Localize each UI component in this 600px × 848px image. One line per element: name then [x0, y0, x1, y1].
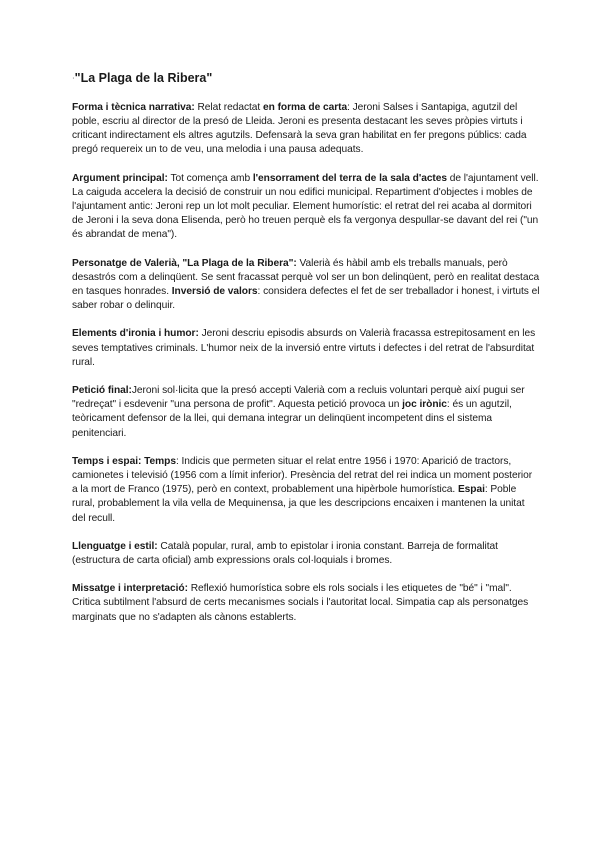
section-part: Elements d'ironia i humor:: [72, 328, 199, 340]
section-forma: [72, 101, 540, 158]
section-part: Temps: [144, 455, 176, 467]
document-title: [72, 70, 540, 87]
section-part: Jeroni descriu episodis absurds on Valerià fracassa estrepitosament en les seves temptatives criminals. L'humor neix de la inversió entre virtuts i defectes i del retrat de l'absurditat rural.: [72, 328, 536, 368]
section-part: l'ensorrament del terra de la sala d'actes: [252, 172, 448, 184]
section-part: : Jeroni Salses i Santapiga, agutzil del poble, escriu al director de la presó de Lleida. Jeroni es presenta destacant les seves pròpies virtuts i criticant indirectament els altres agutzils. Defensarà la seva gran habilitat en fer pregons públics: cada pregó requereix un to de veu, una melodia i una pausa adequats.: [72, 101, 527, 156]
title-bullet: ·: [72, 73, 75, 83]
section-part: Reflexió humorística sobre els rols socials i les etiquetes de "bé" i "mal". Critica subtilment l'absurd de certs mecanismes socials i l'autoritat local. Simpatia cap als personatges marginats que no s'adapten als cànons establerts.: [72, 583, 529, 623]
section-part: Jeroni sol·licita que la presó accepti Valerià com a recluis voluntari perquè així pugui ser "redreçat" i esdevenir "una persona de profit". Aquesta petició provoca un: [72, 384, 525, 411]
section-personatge: [72, 257, 540, 314]
title-text: "La Plaga de la Ribera": [74, 71, 213, 85]
section-part: Temps i espai:: [72, 455, 142, 467]
section-part: : és un agutzil, teòricament defensor de la llei, qui demana integrar un delinqüent incompetent dins el sistema penitenciari.: [72, 399, 512, 439]
section-part: de l'ajuntament vell. La caiguda accelera la decisió de construir un nou edifici municipal. Repartiment d'objectes i mobles de l'ajuntament antic: Jeroni rep un lot molt peculiar. Element humorístic: el retrat del rei acaba al dormitori de Jeroni i la seva dona Elisenda, però ho treuen perquè els fa vergonya despullar-se davant del rei ("un és abrandat de mena").: [72, 172, 539, 241]
section-ironia: [72, 327, 540, 370]
section-llenguatge: [72, 540, 540, 568]
section-part: : considera defectes el fet de ser treballador i honest, i virtuts el saber robar o delinquir.: [72, 285, 540, 312]
section-part: Forma i tècnica narrativa:: [72, 101, 195, 113]
section-part: Inversió de valors: [171, 285, 258, 297]
section-part: : Poble rural, probablement la vila vella de Mequinensa, ja que les descripcions encaixen i mantenen la unitat del recull.: [72, 484, 525, 524]
section-part: Personatge de Valerià, "La Plaga de la Ribera":: [72, 257, 297, 269]
section-part: Català popular, rural, amb to epistolar i ironia constant. Barreja de formalitat (estructura de carta oficial) amb expressions orals col·loquials i bromes.: [72, 540, 498, 566]
section-part: en forma de carta: [263, 101, 348, 113]
section-missatge: [72, 582, 540, 625]
section-part: Llenguatge i estil:: [72, 540, 158, 552]
section-part: Relat redactat: [194, 101, 263, 113]
section-part: Valerià és hàbil amb els treballs manuals, però desastrós com a delinqüent. Se sent fracassat perquè vol ser un bon delinqüent, però en realitat destaca en tasques honrades.: [72, 257, 540, 297]
section-part: Petició final:: [72, 384, 132, 396]
section-peticio: [72, 384, 540, 441]
section-part: : Indicis que permeten situar el relat entre 1956 i 1970: Aparició de tractors, camionetes i televisió (1956 com a límit inferior). Presència del retrat del rei indica un moment posterior a la mort de Franco (1975), però en context, probablement una hipèrbole humorística.: [72, 455, 533, 496]
section-temps: [72, 455, 540, 526]
section-part: Missatge i interpretació:: [72, 583, 188, 595]
section-part: Argument principal:: [72, 172, 168, 184]
section-part: Espai: [457, 484, 485, 496]
section-part: joc irònic: [402, 399, 447, 411]
section-part: Tot comença amb: [167, 172, 253, 184]
section-argument: [72, 172, 540, 243]
